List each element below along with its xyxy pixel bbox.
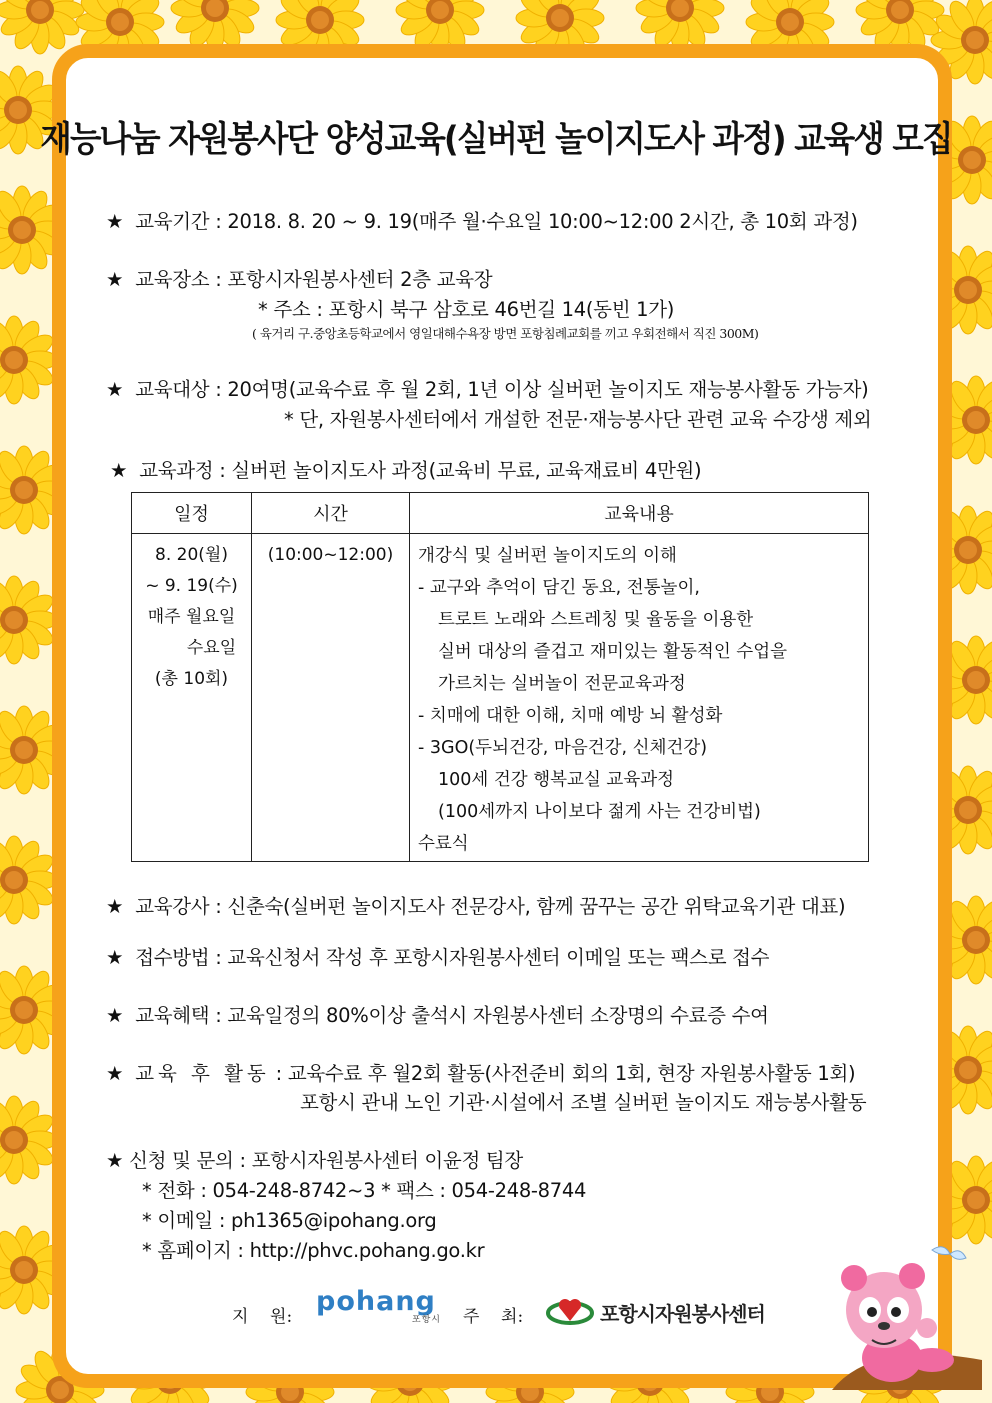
pohang-logo-sub: 포항시: [411, 1315, 441, 1325]
after-row: ★ 교육 후 활동 : 교육수료 후 월2회 활동(사전준비 회의 1회, 현장 자원봉사활동 1회): [106, 1062, 856, 1085]
content-line: (100세까지 나이보다 젊게 사는 건강비법): [438, 802, 761, 822]
date-line: 매주 월요일: [147, 607, 236, 627]
content-line: 가르치는 실버놀이 전문교육과정: [438, 674, 686, 694]
table-row: [132, 534, 869, 862]
instructor-row: ★ 교육강사 : 신춘숙(실버펀 놀이지도사 전문강사, 함께 꿈꾸는 공간 위탁교육기관 대표): [106, 895, 846, 918]
volunteer-center-logo-icon: [545, 1295, 595, 1327]
benefit-label: 교육혜택: [135, 1004, 210, 1027]
target-text: 20여명(교육수료 후 월 2회, 1년 이상 실버펀 놀이지도 재능봉사활동 가능자): [227, 378, 869, 401]
period-text: 2018. 8. 20 ~ 9. 19(매주 월·수요일 10:00~12:00 2시간, 총 10회 과정): [227, 210, 858, 233]
contact-label: 신청 및 문의: [129, 1149, 234, 1172]
place-address: * 주소 : 포항시 북구 삼호로 46번길 14(동빈 1가): [258, 298, 675, 321]
date-line: (총 10회): [154, 669, 229, 689]
contact-homepage: * 홈페이지 : http://phvc.pohang.go.kr: [142, 1239, 485, 1262]
content-line: - 치매에 대한 이해, 치매 예방 뇌 활성화: [418, 706, 723, 726]
content-line: - 3GO(두뇌건강, 마음건강, 신체건강): [418, 738, 708, 758]
table-header-row: [132, 493, 869, 534]
contact-phone: * 전화 : 054-248-8742~3 * 팩스 : 054-248-8744: [142, 1179, 587, 1202]
content-cell: [410, 534, 869, 862]
host-label: 주 최:: [463, 1307, 524, 1327]
header-schedule: 일정: [132, 493, 252, 534]
star-icon: ★: [106, 378, 124, 401]
benefit-text: 교육일정의 80%이상 출석시 자원봉사센터 소장명의 수료증 수여: [227, 1004, 769, 1027]
schedule-cell: [132, 534, 252, 862]
schedule-table: [131, 492, 869, 862]
host-name: 포항시자원봉사센터: [600, 1302, 765, 1326]
date-line: 수요일: [186, 638, 237, 658]
place-label: 교육장소: [135, 268, 210, 291]
content-line: 100세 건강 행복교실 교육과정: [438, 770, 675, 790]
contact-row: ★ 신청 및 문의 : 포항시자원봉사센터 이윤정 팀장: [106, 1149, 523, 1172]
pohang-logo-text: pohang: [316, 1286, 436, 1317]
header-time: 시간: [252, 493, 410, 534]
star-icon: ★: [106, 210, 124, 233]
content-line: 수료식: [418, 834, 469, 854]
content-line: 트로트 노래와 스트레칭 및 율동을 이용한: [438, 610, 754, 630]
contact-text: 포항시자원봉사센터 이윤정 팀장: [251, 1149, 523, 1172]
star-icon: ★: [106, 895, 124, 918]
star-icon: ★: [110, 459, 128, 482]
star-icon: ★: [106, 1004, 124, 1027]
content-line: 실버 대상의 즐겁고 재미있는 활동적인 수업을: [438, 642, 788, 662]
date-line: 8. 20(월): [155, 545, 228, 565]
course-row: ★ 교육과정 : 실버펀 놀이지도사 과정(교육비 무료, 교육재료비 4만원): [110, 459, 702, 482]
course-label: 교육과정: [139, 459, 214, 482]
star-icon: ★: [106, 268, 124, 291]
target-note: * 단, 자원봉사센터에서 개설한 전문·재능봉사단 관련 교육 수강생 제외: [284, 408, 872, 431]
instructor-label: 교육강사: [135, 895, 210, 918]
place-text: 포항시자원봉사센터 2층 교육장: [227, 268, 493, 291]
pohang-logo: [316, 1286, 441, 1325]
target-row: ★ 교육대상 : 20여명(교육수료 후 월 2회, 1년 이상 실버펀 놀이지도 재능봉사활동 가능자): [106, 378, 869, 401]
content-line: - 교구와 추억이 담긴 동요, 전통놀이,: [418, 578, 700, 598]
bear-mascot-icon: [832, 1240, 982, 1390]
apply-method-row: ★ 접수방법 : 교육신청서 작성 후 포항시자원봉사센터 이메일 또는 팩스로 접수: [106, 946, 770, 969]
after-label: 교육 후 활동: [135, 1062, 270, 1085]
header-content: 교육내용: [410, 493, 869, 534]
page-title: 재능나눔 자원봉사단 양성교육(실버펀 놀이지도사 과정) 교육생 모집: [40, 120, 952, 160]
apply-method-text: 교육신청서 작성 후 포항시자원봉사센터 이메일 또는 팩스로 접수: [227, 946, 770, 969]
contact-email: * 이메일 : ph1365@ipohang.org: [142, 1209, 437, 1232]
instructor-text: 신춘숙(실버펀 놀이지도사 전문강사, 함께 꿈꾸는 공간 위탁교육기관 대표): [227, 895, 846, 918]
after-text: 교육수료 후 월2회 활동(사전준비 회의 1회, 현장 자원봉사활동 1회): [287, 1062, 856, 1085]
content-line: 개강식 및 실버펀 놀이지도의 이해: [418, 546, 677, 566]
star-icon: ★: [106, 946, 124, 969]
period-label: 교육기간: [135, 210, 210, 233]
period-row: ★ 교육기간 : 2018. 8. 20 ~ 9. 19(매주 월·수요일 10:00~12:00 2시간, 총 10회 과정): [106, 210, 858, 233]
support-label: 지 원:: [232, 1307, 293, 1327]
time-cell: [252, 534, 410, 862]
place-directions: ( 육거리 구.중앙초등학교에서 영일대해수욕장 방면 포항침례교회를 끼고 우회전해서 직진 300M): [252, 326, 759, 341]
after-text-2: 포항시 관내 노인 기관·시설에서 조별 실버펀 놀이지도 재능봉사활동: [300, 1091, 867, 1114]
apply-method-label: 접수방법: [135, 946, 210, 969]
place-row: ★ 교육장소 : 포항시자원봉사센터 2층 교육장: [106, 268, 493, 291]
course-text: 실버펀 놀이지도사 과정(교육비 무료, 교육재료비 4만원): [231, 459, 702, 482]
date-line: ~ 9. 19(수): [145, 576, 238, 596]
target-label: 교육대상: [135, 378, 210, 401]
time-text: (10:00~12:00): [267, 545, 394, 565]
star-icon: ★: [106, 1062, 124, 1085]
benefit-row: ★ 교육혜택 : 교육일정의 80%이상 출석시 자원봉사센터 소장명의 수료증 수여: [106, 1004, 769, 1027]
star-icon: ★: [106, 1149, 124, 1172]
